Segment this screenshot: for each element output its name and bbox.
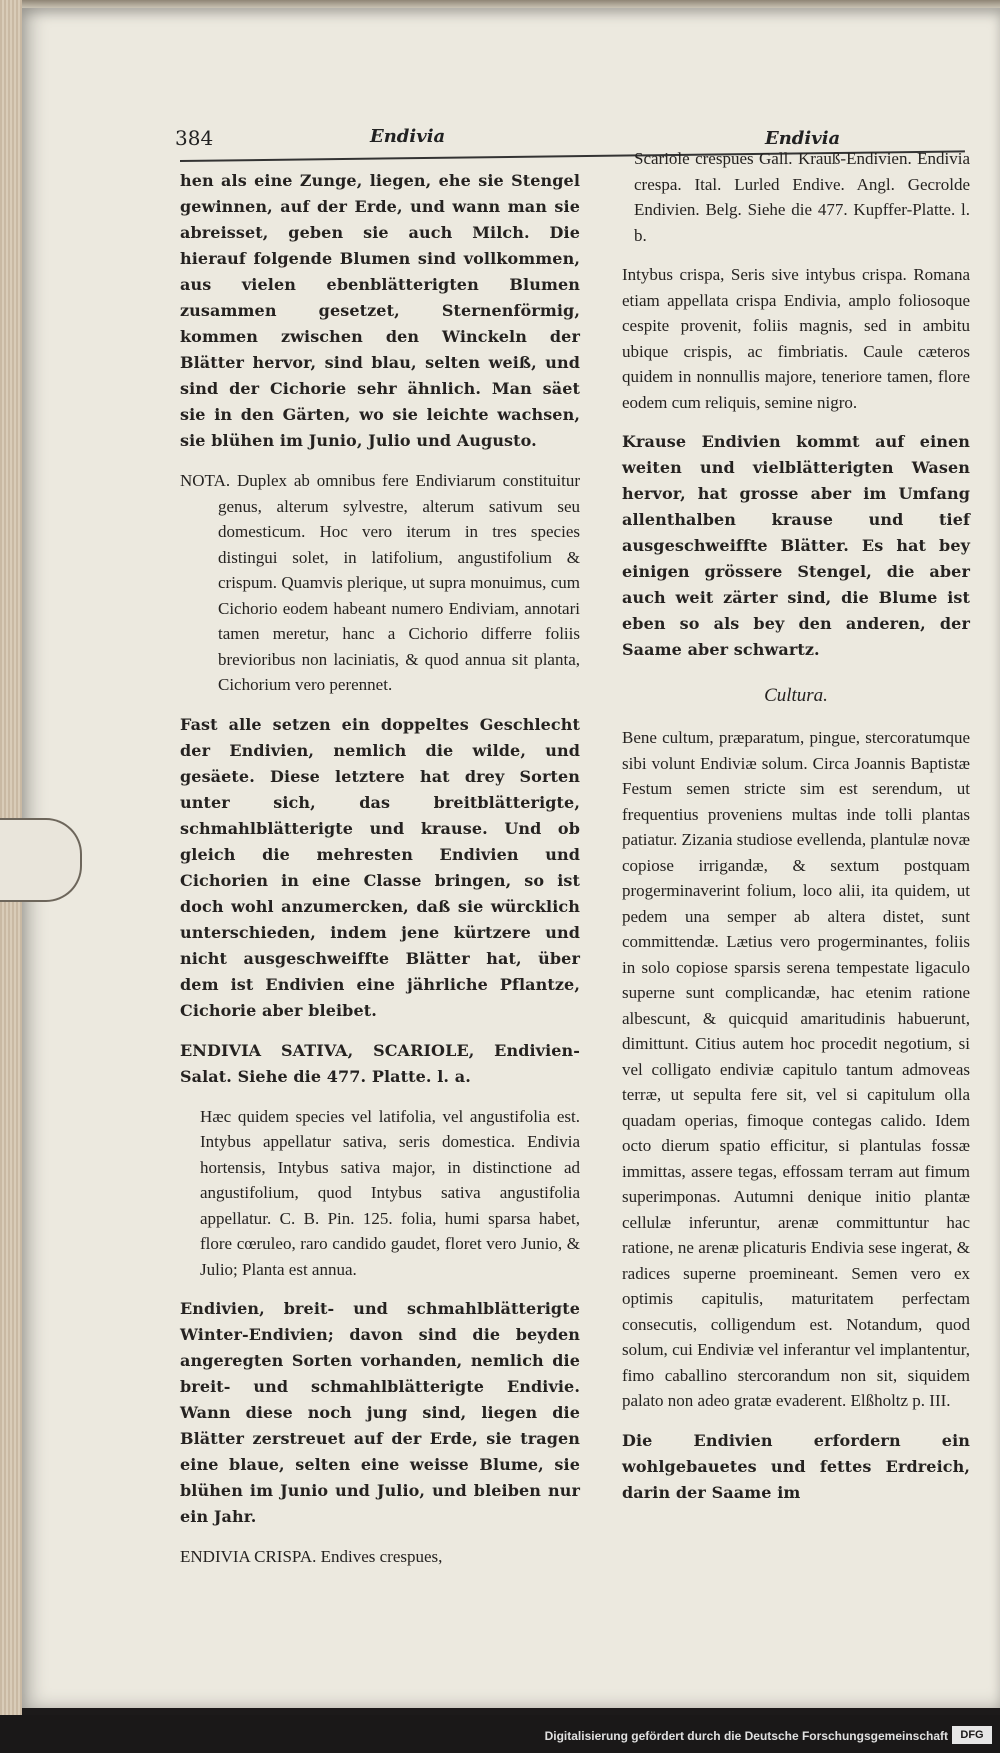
text-block: Krause Endivien kommt auf einen weiten und vielblätterigten Wasen hervor, hat grosse aber im Umfang allenthalben krause und tief ausgeschweiffte Blätter. Es hat bey einigen grössere Stengel, die aber auch weit zärter sind, die Blume ist eben so als bey den anderen, der Saame aber schwartz.	[622, 432, 970, 659]
footer-credit: Digitalisierung gefördert durch die Deutsche Forschungsgemeinschaft	[544, 1729, 948, 1743]
section-heading: Cultura.	[764, 685, 828, 706]
text-block: Scariole crespues Gall. Krauß-Endivien. Endivia crespa. Ital. Lurled Endive. Angl. Gecrolde Endivien. Belg. Siehe die 477. Kupffer-Platte. l. b.	[634, 149, 970, 245]
page-number: 384	[175, 126, 214, 150]
digitization-footer	[0, 1715, 1000, 1753]
text-block: Die Endivien erfordern ein wohlgebauetes und fettes Erdreich, darin der Saame im	[622, 1430, 970, 1502]
text-block: Bene cultum, præparatum, pingue, stercoratumque sibi volunt Endiviæ solum. Circa Joannis Baptistæ Festum semen stricte sim est serendum, ut frequentius proveniens multas inde tolli plantas patiatur. Zizania studiose evellenda, plantulæ novæ copiose irrigandæ, & sextum postquam progerminaverint folium, loco alii, ita quidem, ut pedem una semper ab altera distet, sunt committendæ. Lætius vero progerminantes, foliis in solo copiose sparsis serena tempestate ligaculo superne sunt complicandæ, hac etenim ratione albescunt, & quicquid amaritudinis habuerunt, dimittunt. Citius autem hoc procedit negotium, si vel colligato endiviæ capitulo tantum admoveas terræ, ut sepulta fere sit, vel si capitulum olla quadam operias, fimoque contegas calido. Idem octo dierum spatio efficitur, si plantulas fossæ immittas, assere tegas, effossam terram aut fimum superimponas. Autumni denique initio plantæ cellulæ inferuntur, arenæ committuntur hac ratione, ne arenæ plicaturis Endivia sese ingerat, & radices superne proemineant. Semen vero ex optimis capitulis, maturitatem perfectam consecutis, colligendum est. Notandum, quod solum, cui Endiviæ vel inferantur vel implantentur, fimo caballino stercorandum non sit, siquidem palato non adeo gratæ evaderent. Elßholtz p. III.	[622, 728, 970, 1410]
page-clip-marker	[0, 818, 82, 902]
entry-heading: ENDIVIA SATIVA, SCARIOLE, Endivien-Salat. Siehe die 477. Platte. l. a.	[180, 1040, 580, 1086]
text-block: hen als eine Zunge, liegen, ehe sie Stengel gewinnen, auf der Erde, und wann man sie abreisset, geben sie auch Milch. Die hierauf folgende Blumen sind vollkommen, aus vielen ebenblätterigten Blumen zusammen gesetzet, Sternenförmig, kommen zwischen den Winckeln der Blätter hervor, sind blau, selten weiß, und sind der Cichorie sehr ähnlich. Man säet sie in den Gärten, wo sie leichte wachsen, sie blühen im Junio, Julio und Augusto.	[180, 171, 580, 450]
running-head-right: Endivia	[765, 128, 841, 149]
text-block: Fast alle setzen ein doppeltes Geschlecht der Endivien, nemlich die wilde, und gesäete. Diese letztere hat drey Sorten unter sich, das breitblätterigte, schmahlblätterigte und krause. Und ob gleich die mehresten Endivien und Cichorien in eine Classe bringen, so ist doch wohl anzumercken, daß sie würcklich unterschieden, indem jene kürtzere und nicht ausgeschweiffte Blätter hat, über dem ist Endivien eine jährliche Pflantze, Cichorie aber bleibet.	[180, 714, 580, 1020]
right-column	[622, 146, 970, 1520]
nota-label: NOTA.	[180, 471, 231, 490]
dfg-logo-icon: DFG	[952, 1726, 992, 1744]
nota-block	[180, 468, 580, 698]
nota-text: Duplex ab omnibus fere Endiviarum constituitur genus, alterum sylvestre, alterum sativum seu domesticum. Hoc vero iterum in tres species distingui solet, in latifolium, angustifolium & crispum. Quamvis plerique, ut supra monuimus, cum Cichorio eodem habeant numero Endiviam, annotari tamen meretur, hanc a Cichorio differre foliis brevioribus non laciniatis, & quod annua sit planta, Cichorium vero perennet.	[218, 471, 581, 694]
left-column	[180, 168, 580, 1584]
running-head-left: Endivia	[370, 126, 446, 147]
text-block: Intybus crispa, Seris sive intybus crispa. Romana etiam appellata crispa Endivia, amplo foliosoque cespite provenit, foliis magnis, sed in ambitu ubique crispis, ac fimbriatis. Caule cæteros quidem in nonnullis majore, teneriore tamen, flore eodem cum reliquis, semine nigro.	[622, 265, 970, 412]
entry-heading: ENDIVIA CRISPA. Endives crespues,	[180, 1547, 443, 1566]
text-block: Hæc quidem species vel latifolia, vel angustifolia est. Intybus appellatur sativa, seris domestica. Endivia hortensis, Intybus sativa major, in distinctione ad angustifolium, quod Intybus sativa angustifolia appellatur. C. B. Pin. 125. folia, humi sparsa habet, flore cœruleo, raro candido gaudet, floret vero Junio, & Julio; Planta est annua.	[200, 1106, 580, 1279]
text-block: Endivien, breit- und schmahlblätterigte Winter-Endivien; davon sind die beyden angeregten Sorten vorhanden, nemlich die breit- und schmahlblätterigte Endivie. Wann diese noch jung sind, liegen die Blätter zerstreuet auf der Erde, sie tragen eine blaue, selten eine weisse Blume, sie blühen im Junio und Julio, und bleiben nur ein Jahr.	[180, 1299, 580, 1526]
